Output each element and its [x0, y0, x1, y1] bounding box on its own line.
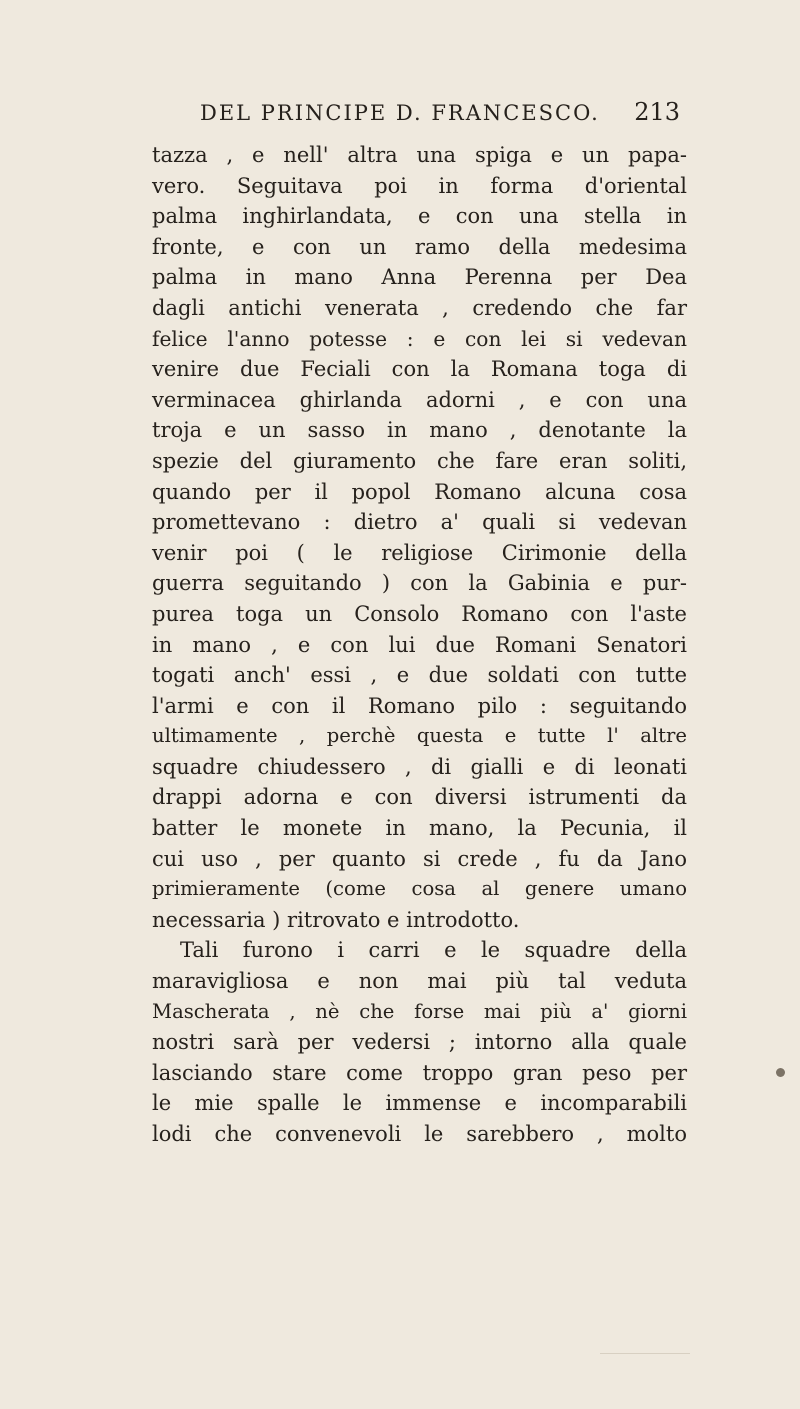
- text-line-14: venir poi ( le religiose Cirimonie della: [152, 540, 687, 565]
- text-line-32: le mie spalle le immense e incomparabili: [152, 1091, 687, 1116]
- text-line-9: verminacea ghirlanda adorni , e con una: [152, 387, 687, 412]
- text-line-2: vero. Seguitava poi in forma d'oriental: [152, 173, 687, 198]
- text-line-29: Mascherata , nè che forse mai più a' giorni: [152, 999, 687, 1023]
- text-line-4: fronte, e con un ramo della medesima: [152, 234, 687, 259]
- text-line-3: palma inghirlandata, e con una stella in: [152, 204, 687, 229]
- text-line-19: l'armi e con il Romano pilo : seguitando: [152, 693, 687, 718]
- text-line-12: quando per il popol Romano alcuna cosa: [152, 479, 687, 504]
- text-line-21: squadre chiudessero , di gialli e di leonati: [152, 754, 687, 779]
- page-number: 213: [634, 98, 680, 126]
- text-line-7: felice l'anno potesse : e con lei si vedevan: [152, 326, 687, 351]
- body-text: [152, 140, 687, 1150]
- text-line-22: drappi adorna e con diversi istrumenti da: [152, 785, 687, 810]
- text-line-16: purea toga un Consolo Romano con l'aste: [152, 601, 687, 626]
- text-line-15: guerra seguitando ) con la Gabinia e pur-: [152, 571, 687, 596]
- text-line-17: in mano , e con lui due Romani Senatori: [152, 632, 687, 657]
- text-line-11: spezie del giuramento che fare eran soliti,: [152, 448, 687, 473]
- text-line-26: necessaria ) ritrovato e introdotto.: [152, 907, 520, 932]
- text-line-1: tazza , e nell' altra una spiga e un papa-: [152, 143, 687, 167]
- text-line-23: batter le monete in mano, la Pecunia, il: [152, 816, 687, 841]
- text-line-20: ultimamente , perchè questa e tutte l' altre: [152, 724, 687, 748]
- page-header: [200, 98, 680, 134]
- text-line-24: cui uso , per quanto si crede , fu da Jano: [152, 846, 687, 871]
- text-line-25: primieramente (come cosa al genere umano: [152, 877, 687, 901]
- text-line-18: togati anch' essi , e due soldati con tutte: [152, 663, 687, 688]
- text-line-8: venire due Feciali con la Romana toga di: [152, 357, 687, 382]
- text-line-10: troja e un sasso in mano , denotante la: [152, 418, 687, 443]
- faint-rule: [600, 1353, 690, 1354]
- text-line-33: lodi che convenevoli le sarebbero , molto: [152, 1122, 687, 1146]
- text-line-31: lasciando stare come troppo gran peso per: [152, 1060, 687, 1085]
- paper-speck: [776, 1068, 785, 1077]
- text-line-27: Tali furono i carri e le squadre della: [180, 938, 687, 963]
- text-line-13: promettevano : dietro a' quali si vedevan: [152, 510, 687, 535]
- text-line-6: dagli antichi venerata , credendo che far: [152, 295, 687, 320]
- text-line-28: maravigliosa e non mai più tal veduta: [152, 969, 687, 994]
- text-line-5: palma in mano Anna Perenna per Dea: [152, 265, 687, 290]
- text-line-30: nostri sarà per vedersi ; intorno alla quale: [152, 1030, 687, 1055]
- running-title: DEL PRINCIPE D. FRANCESCO.: [200, 101, 600, 125]
